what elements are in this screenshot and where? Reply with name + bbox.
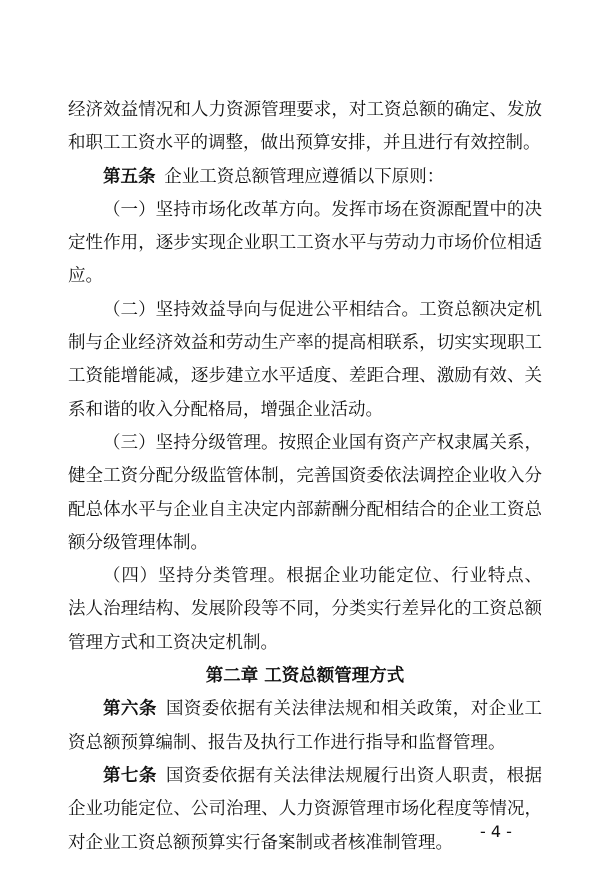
article-7 bbox=[68, 760, 542, 860]
article-text: 国资委依据有关法律法规履行出资人职责，根据企业功能定位、公司治理、人力资源管理市场化程度等情况，对企业工资总额预算实行备案制或者核准制管理。 bbox=[68, 765, 542, 853]
article-label: 第六条 bbox=[103, 699, 157, 720]
article-label: 第五条 bbox=[103, 166, 156, 187]
principle-2 bbox=[68, 294, 542, 427]
principle-4 bbox=[68, 560, 542, 660]
article-text: 企业工资总额管理应遵循以下原则： bbox=[164, 166, 445, 187]
article-6 bbox=[68, 693, 542, 760]
page-number: - 4 - bbox=[480, 822, 512, 841]
chapter-title: 第二章 工资总额管理方式 bbox=[205, 666, 405, 687]
paragraph-text: 经济效益情况和人力资源管理要求，对工资总额的确定、发放和职工工资水平的调整，做出预算安排，并且进行有效控制。 bbox=[68, 100, 542, 154]
paragraph-continuation bbox=[68, 94, 542, 161]
principle-1 bbox=[68, 194, 542, 294]
principle-text: （二）坚持效益导向与促进公平相结合。工资总额决定机制与企业经济效益和劳动生产率的提高相联系，切实实现职工工资能增能减，逐步建立水平适度、差距合理、激励有效、关系和谐的收入分配格局，增强企业活动。 bbox=[68, 299, 542, 420]
principle-text: （一）坚持市场化改革方向。发挥市场在资源配置中的决定性作用，逐步实现企业职工工资水平与劳动力市场价位相适应。 bbox=[68, 199, 542, 287]
article-label: 第七条 bbox=[103, 765, 157, 786]
principle-3 bbox=[68, 427, 542, 560]
principle-text: （四）坚持分类管理。根据企业功能定位、行业特点、 法人治理结构、发展阶段等不同，分类实行差异化的工资总额管理方式和工资决定机制。 bbox=[68, 566, 542, 653]
principle-text: （三）坚持分级管理。按照企业国有资产产权隶属关系， 健全工资分配分级监管体制，完善国资委依法调控企业收入分配总体水平与企业自主决定内部薪酬分配相结合的企业工资总额分级管理体制。 bbox=[68, 432, 542, 553]
document-body bbox=[68, 94, 542, 860]
article-5 bbox=[68, 161, 542, 194]
article-text: 国资委依据有关法律法规和相关政策，对企业工资总额预算编制、报告及执行工作进行指导和监督管理。 bbox=[68, 699, 542, 753]
